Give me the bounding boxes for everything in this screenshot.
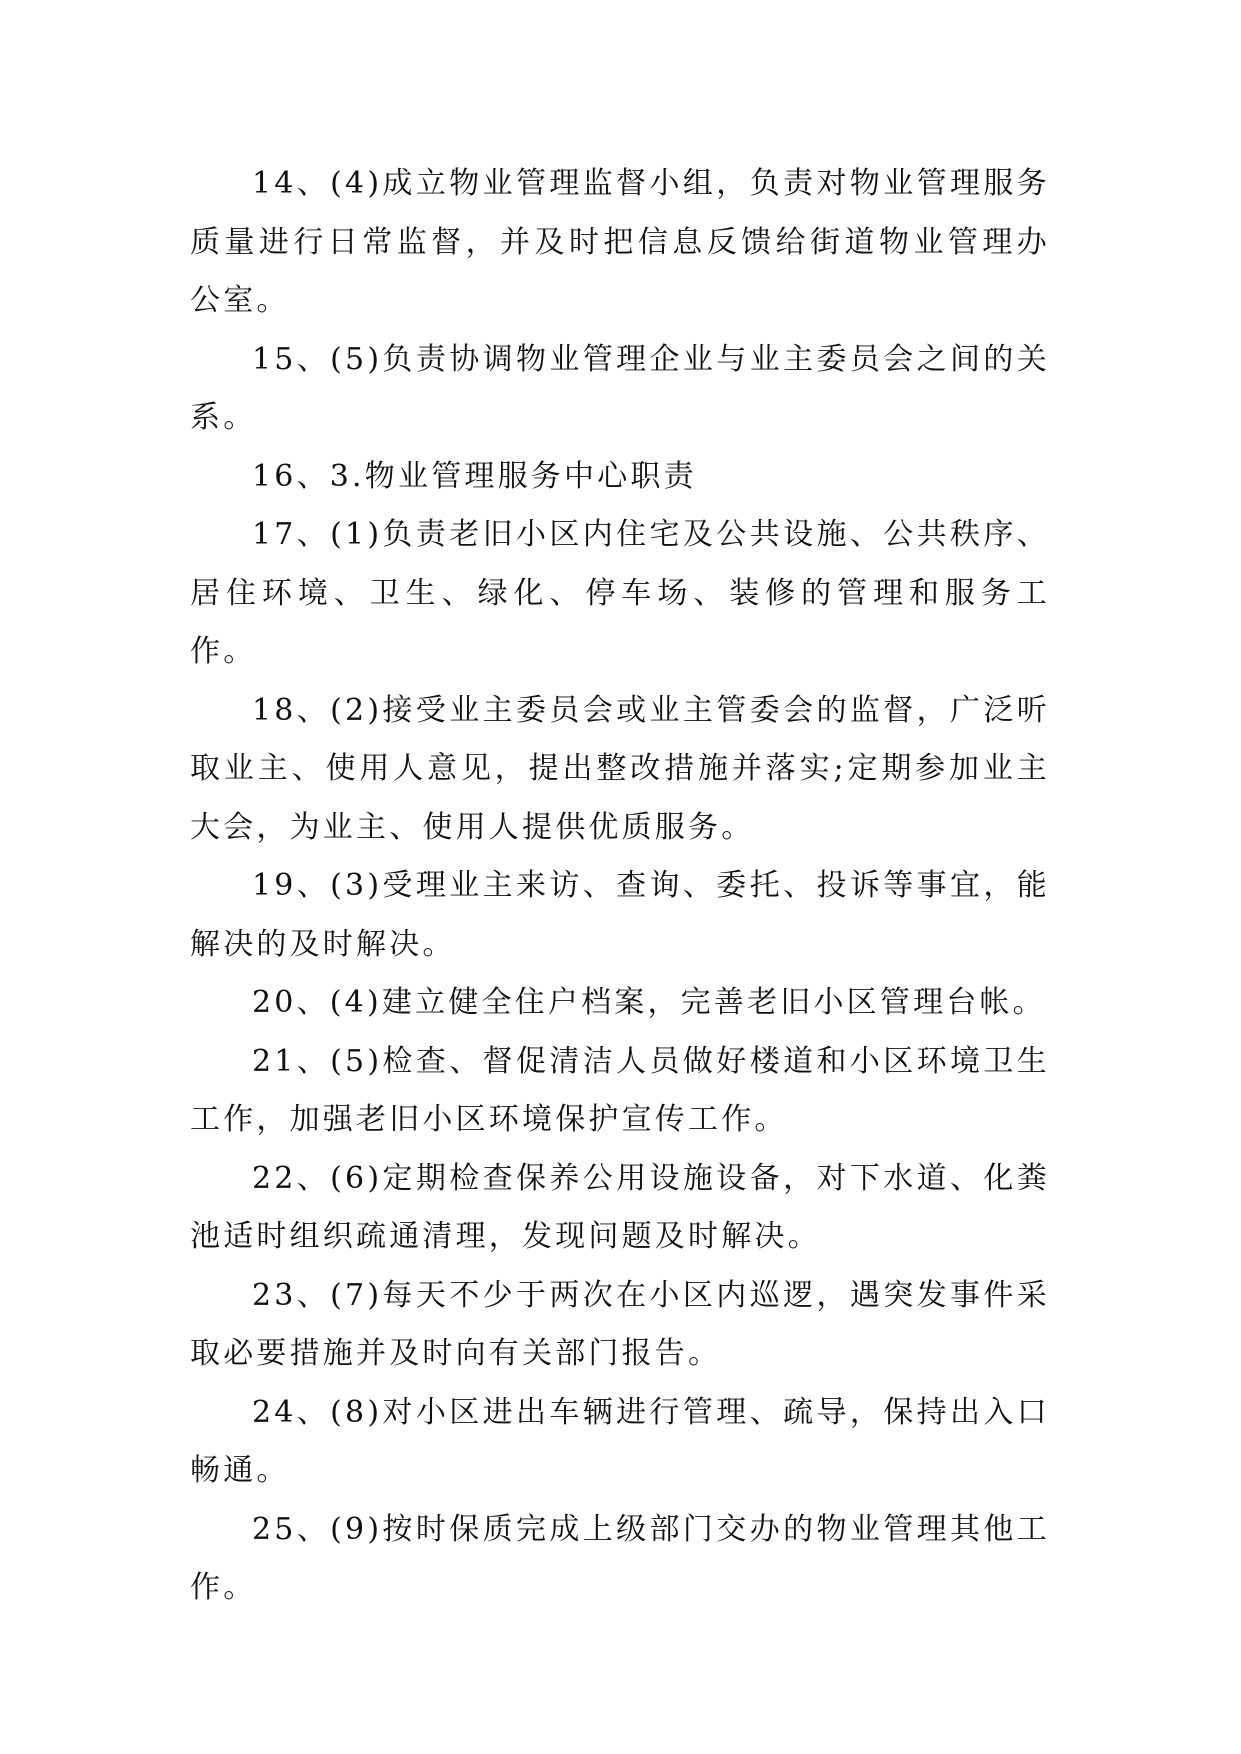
document-body bbox=[190, 155, 1050, 1618]
paragraph-18: 18、(2)接受业主委员会或业主管委会的监督，广泛听取业主、使用人意见，提出整改措施并落实;定期参加业主大会，为业主、使用人提供优质服务。 bbox=[190, 692, 1050, 845]
paragraph-16-heading: 16、3.物业管理服务中心职责 bbox=[252, 458, 697, 494]
paragraph-24: 24、(8)对小区进出车辆进行管理、疏导，保持出入口畅通。 bbox=[190, 1394, 1050, 1488]
paragraph-25: 25、(9)按时保质完成上级部门交办的物业管理其他工作。 bbox=[190, 1511, 1050, 1605]
paragraph-14: 14、(4)成立物业管理监督小组，负责对物业管理服务质量进行日常监督，并及时把信息反馈给街道物业管理办公室。 bbox=[190, 166, 1050, 318]
paragraph-21: 21、(5)检查、督促清洁人员做好楼道和小区环境卫生工作，加强老旧小区环境保护宣传工作。 bbox=[190, 1043, 1050, 1137]
paragraph-17: 17、(1)负责老旧小区内住宅及公共设施、公共秩序、居住环境、卫生、绿化、停车场、装修的管理和服务工作。 bbox=[190, 517, 1050, 669]
paragraph-19: 19、(3)受理业主来访、查询、委托、投诉等事宜，能解决的及时解决。 bbox=[190, 868, 1050, 962]
paragraph-22: 22、(6)定期检查保养公用设施设备，对下水道、化粪池适时组织疏通清理，发现问题及时解决。 bbox=[190, 1160, 1050, 1254]
paragraph-15: 15、(5)负责协调物业管理企业与业主委员会之间的关系。 bbox=[190, 341, 1050, 435]
paragraph-23: 23、(7)每天不少于两次在小区内巡逻，遇突发事件采取必要措施并及时向有关部门报告。 bbox=[190, 1277, 1050, 1371]
paragraph-20: 20、(4)建立健全住户档案，完善老旧小区管理台帐。 bbox=[252, 985, 1046, 1020]
